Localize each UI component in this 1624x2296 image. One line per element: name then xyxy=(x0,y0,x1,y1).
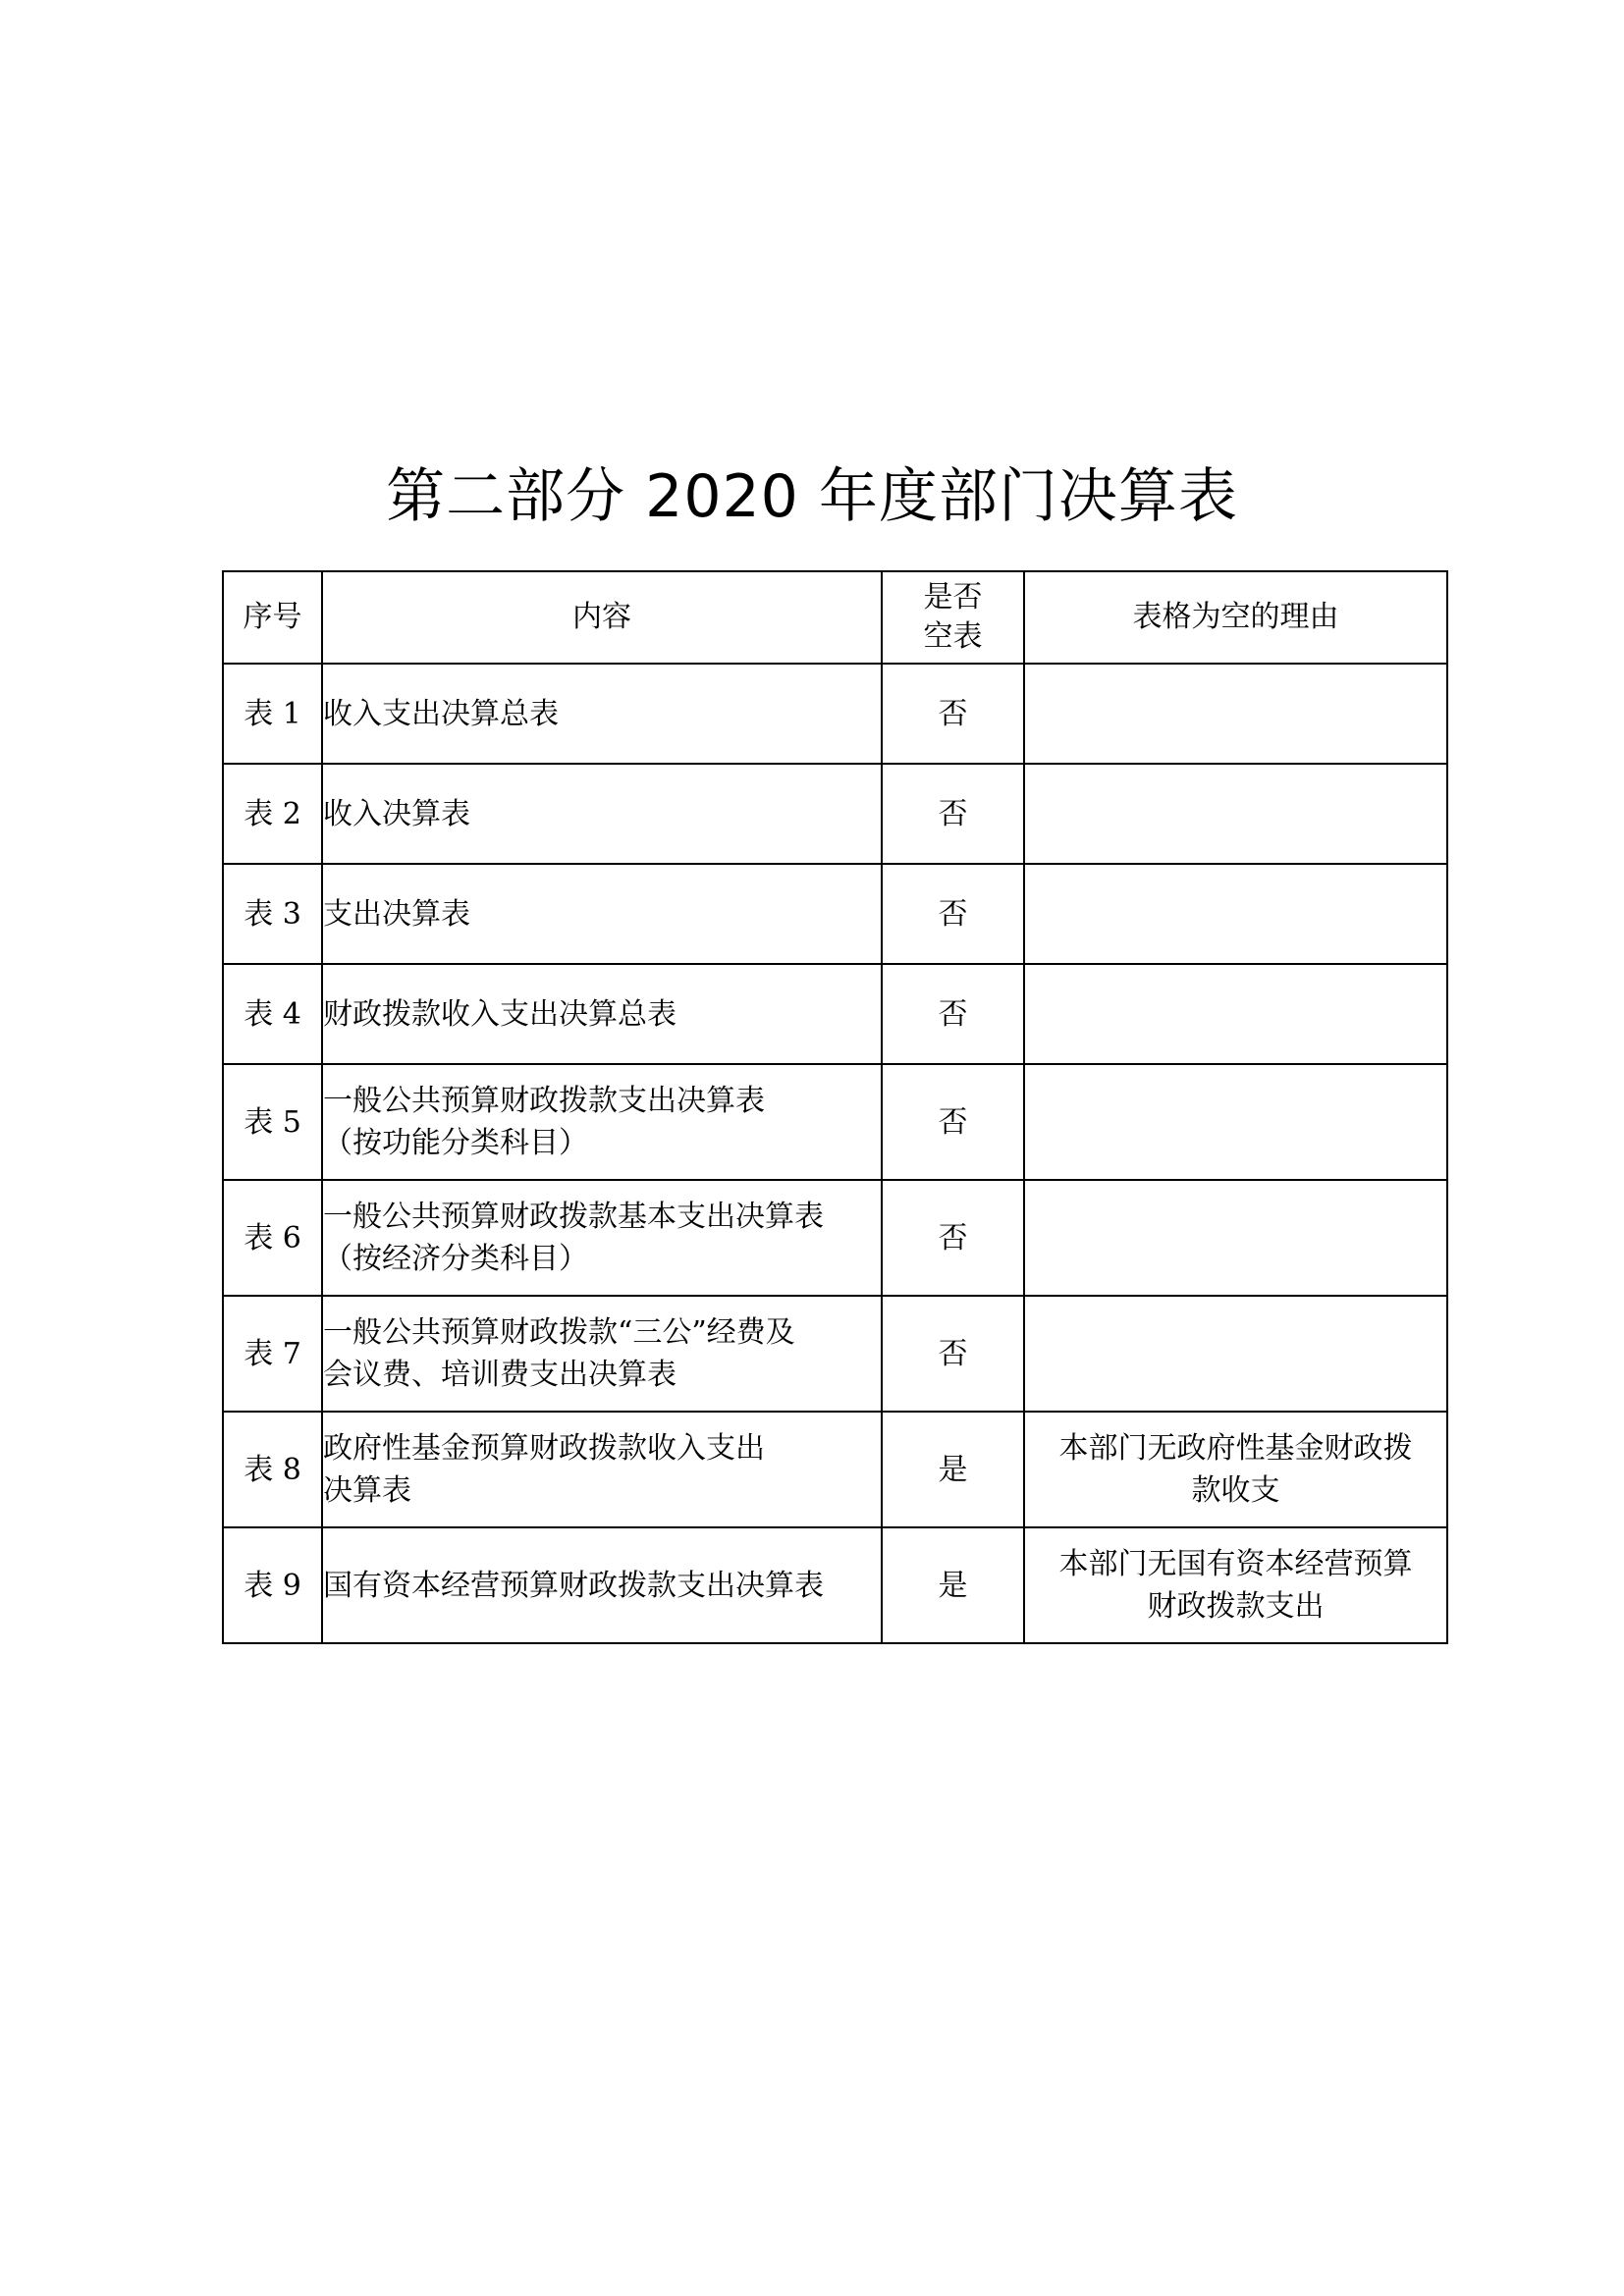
table-header-row xyxy=(223,571,1447,664)
row-content xyxy=(322,1527,882,1643)
row-content-line: 支出决算表 xyxy=(323,896,470,932)
header-is-empty xyxy=(882,571,1024,664)
row-content-line: 一般公共预算财政拨款“三公”经费及 xyxy=(323,1315,795,1350)
row-content-line: 国有资本经营预算财政拨款支出决算表 xyxy=(323,1568,824,1603)
row-seq: 表 7 xyxy=(223,1296,322,1412)
row-content-line: （按功能分类科目） xyxy=(323,1126,588,1160)
row-is-empty: 否 xyxy=(882,664,1024,764)
header-seq: 序号 xyxy=(223,571,322,664)
row-reason xyxy=(1024,864,1447,964)
table-row xyxy=(223,964,1447,1064)
row-reason xyxy=(1024,664,1447,764)
row-is-empty: 否 xyxy=(882,964,1024,1064)
header-reason: 表格为空的理由 xyxy=(1024,571,1447,664)
row-seq: 表 4 xyxy=(223,964,322,1064)
row-is-empty: 否 xyxy=(882,764,1024,864)
row-content-line: 政府性基金预算财政拨款收入支出 xyxy=(323,1431,765,1466)
row-reason-line: 本部门无政府性基金财政拨 xyxy=(1058,1431,1413,1466)
row-seq: 表 6 xyxy=(223,1180,322,1296)
row-content-line: 一般公共预算财政拨款基本支出决算表 xyxy=(323,1200,824,1234)
table-row xyxy=(223,864,1447,964)
row-seq: 表 8 xyxy=(223,1412,322,1527)
table-row xyxy=(223,1180,1447,1296)
table-row xyxy=(223,1412,1447,1527)
row-content-line: 一般公共预算财政拨款支出决算表 xyxy=(323,1084,765,1118)
row-content xyxy=(322,1412,882,1527)
table-row xyxy=(223,764,1447,864)
header-is-empty-line-2: 空表 xyxy=(923,619,983,654)
row-reason xyxy=(1024,764,1447,864)
row-content xyxy=(322,764,882,864)
table-row xyxy=(223,1296,1447,1412)
row-reason-line: 财政拨款支出 xyxy=(1147,1589,1325,1624)
row-content-line: 收入决算表 xyxy=(323,796,470,831)
row-content xyxy=(322,864,882,964)
table-row xyxy=(223,1064,1447,1180)
row-is-empty: 否 xyxy=(882,1180,1024,1296)
row-seq: 表 3 xyxy=(223,864,322,964)
row-content xyxy=(322,1180,882,1296)
row-is-empty: 否 xyxy=(882,864,1024,964)
page-title: 第二部分 2020 年度部门决算表 xyxy=(386,462,1238,531)
row-content xyxy=(322,1296,882,1412)
table-row xyxy=(223,1527,1447,1643)
row-is-empty: 否 xyxy=(882,1296,1024,1412)
row-content-line: 决算表 xyxy=(323,1473,411,1508)
row-reason xyxy=(1024,964,1447,1064)
row-content-line: 收入支出决算总表 xyxy=(323,696,559,731)
row-reason xyxy=(1024,1296,1447,1412)
row-is-empty: 是 xyxy=(882,1412,1024,1527)
row-seq: 表 2 xyxy=(223,764,322,864)
row-content-line: 会议费、培训费支出决算表 xyxy=(323,1358,677,1392)
row-content xyxy=(322,664,882,764)
table-row xyxy=(223,664,1447,764)
row-seq: 表 1 xyxy=(223,664,322,764)
row-reason xyxy=(1024,1412,1447,1527)
row-content xyxy=(322,1064,882,1180)
row-content xyxy=(322,964,882,1064)
row-reason-line: 款收支 xyxy=(1191,1473,1280,1508)
row-content-line: 财政拨款收入支出决算总表 xyxy=(323,996,677,1032)
row-reason-line: 本部门无国有资本经营预算 xyxy=(1058,1547,1413,1581)
row-is-empty: 否 xyxy=(882,1064,1024,1180)
row-reason xyxy=(1024,1527,1447,1643)
row-seq: 表 9 xyxy=(223,1527,322,1643)
row-seq: 表 5 xyxy=(223,1064,322,1180)
header-is-empty-line-1: 是否 xyxy=(923,580,983,614)
row-reason xyxy=(1024,1180,1447,1296)
row-reason xyxy=(1024,1064,1447,1180)
header-content: 内容 xyxy=(322,571,882,664)
row-content-line: （按经济分类科目） xyxy=(323,1242,588,1276)
budget-tables-index xyxy=(222,570,1448,1644)
row-is-empty: 是 xyxy=(882,1527,1024,1643)
